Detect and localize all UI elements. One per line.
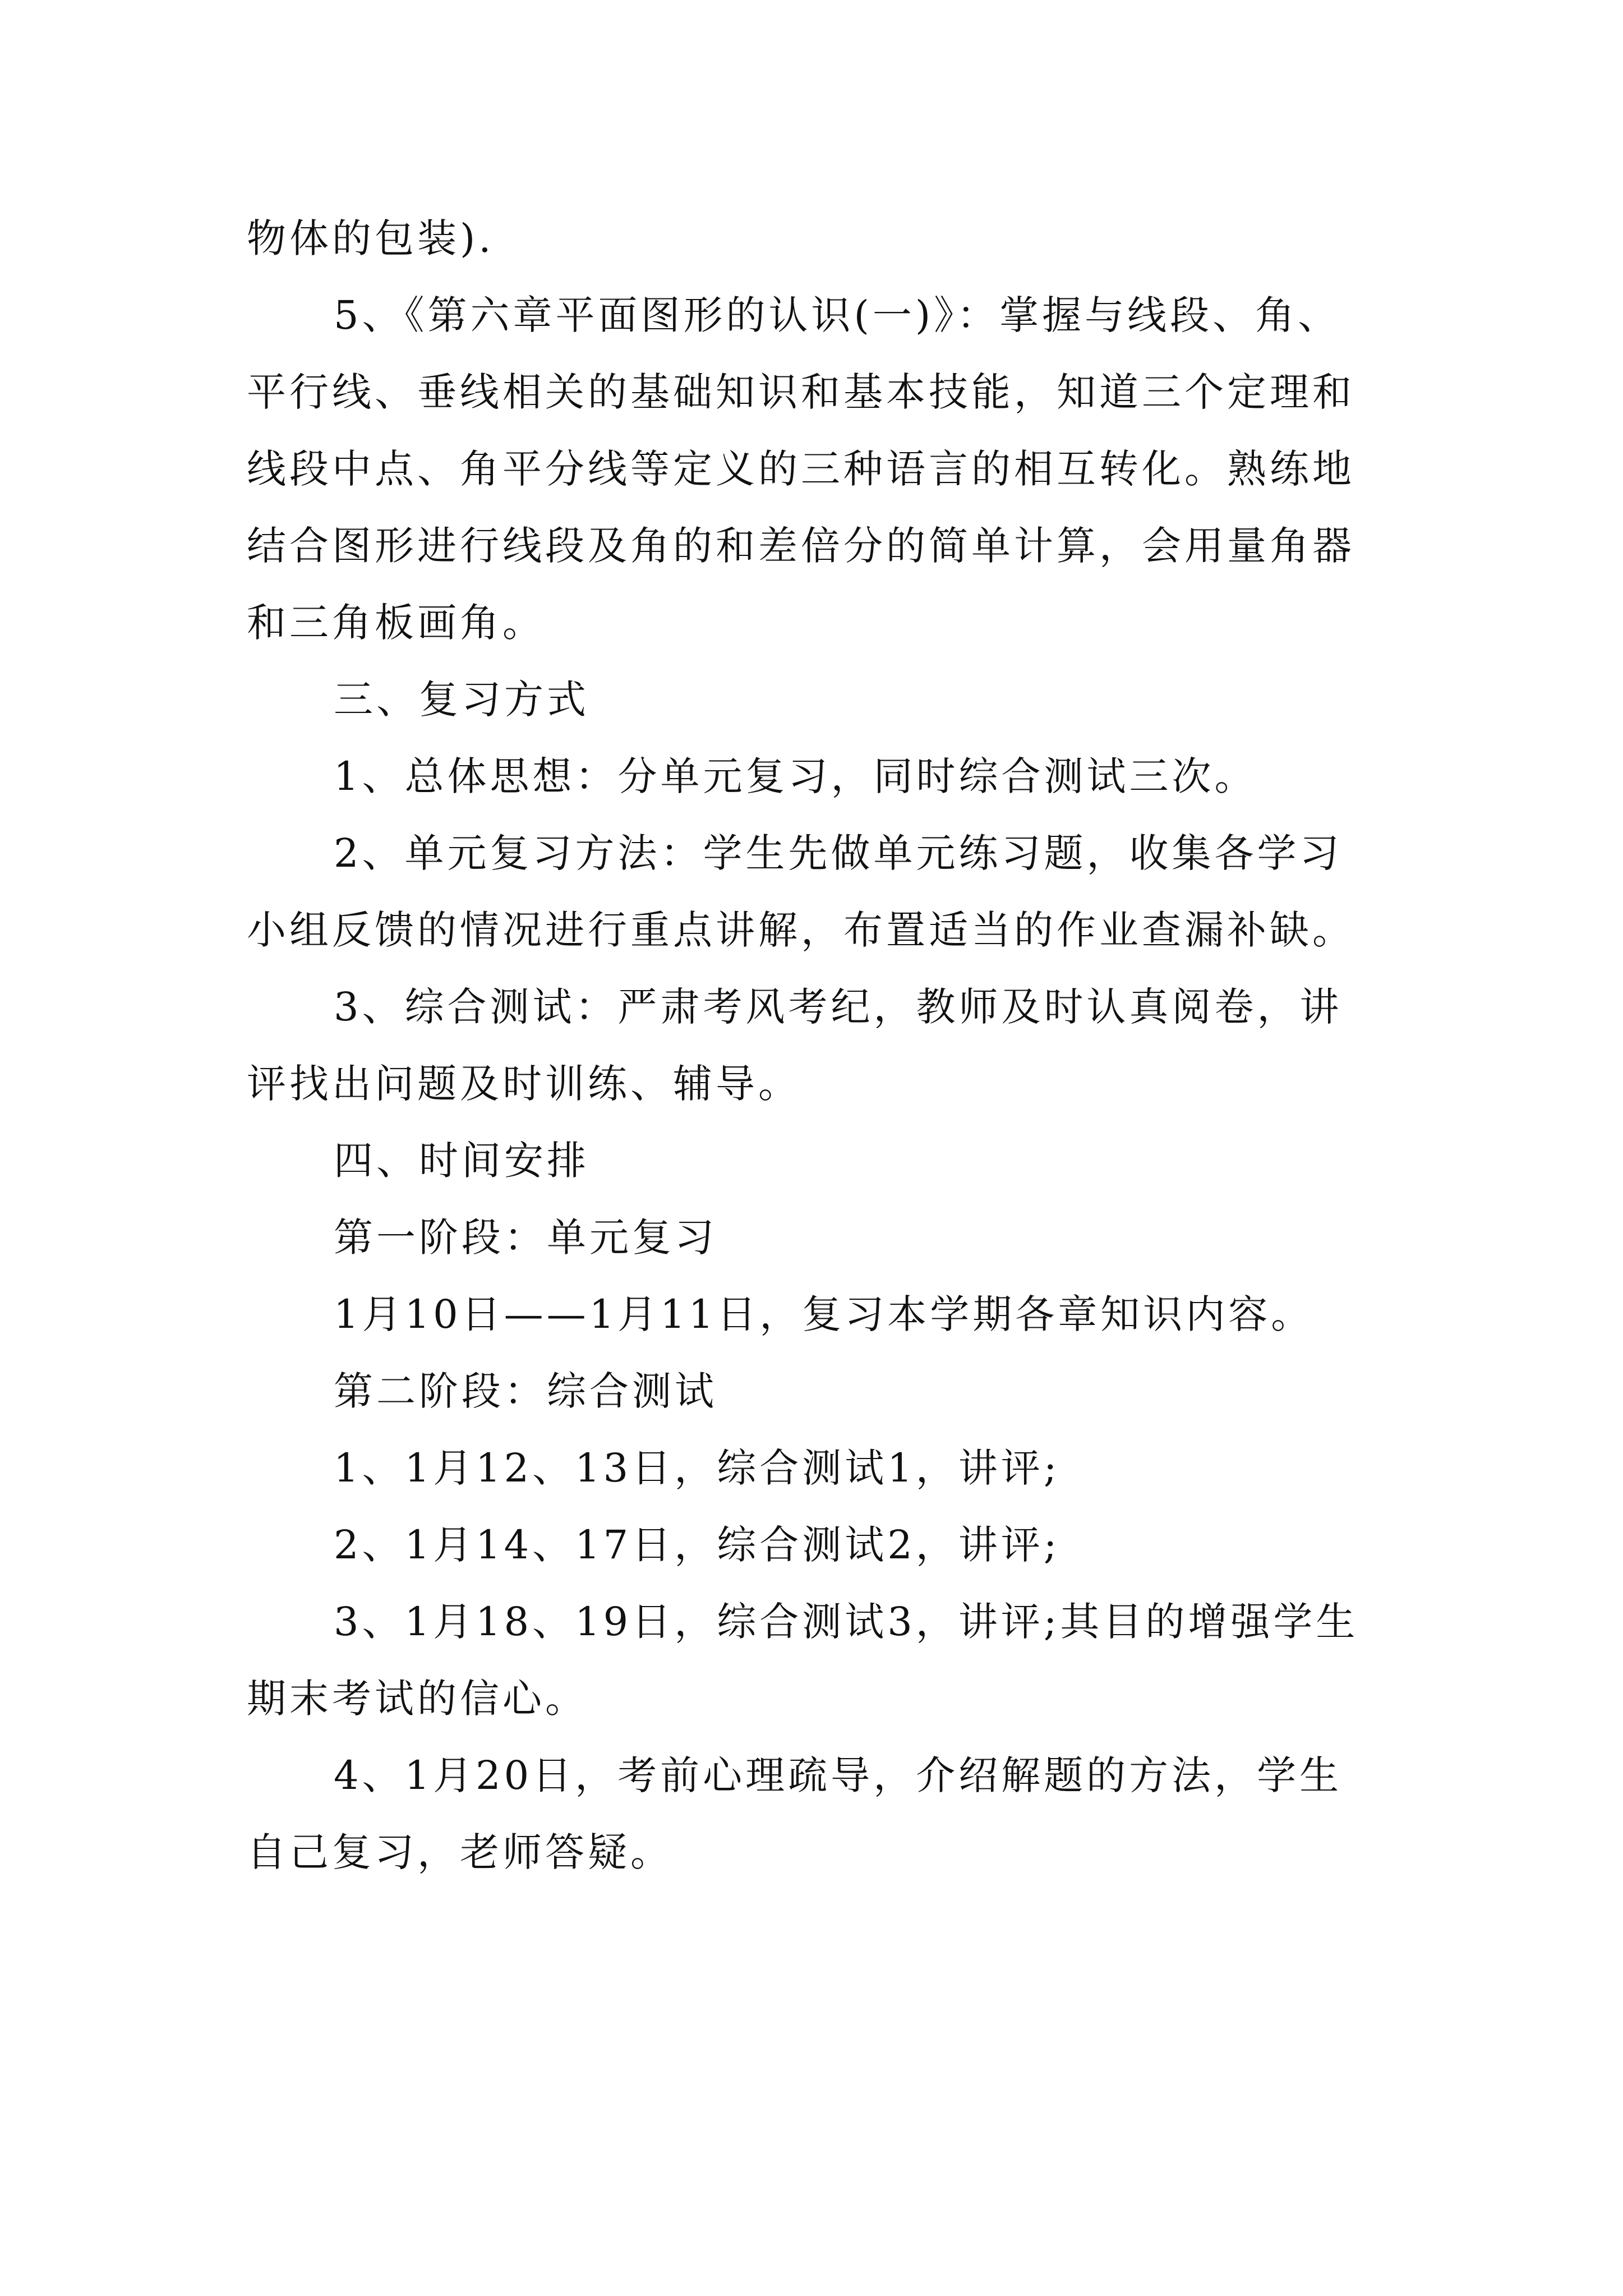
text-line: 5、《第六章平面图形的认识(一)》：掌握与线段、角、 bbox=[334, 292, 1341, 338]
text-line: 1月10日——1月11日，复习本学期各章知识内容。 bbox=[334, 1291, 1314, 1337]
text-line: 3、1月18、19日，综合测试3，讲评;其目的增强学生 bbox=[334, 1599, 1359, 1645]
section-heading: 四、时间安排 bbox=[334, 1138, 589, 1184]
text-line: 评找出问题及时训练、辅导。 bbox=[247, 1061, 801, 1107]
text-line: 4、1月20日，考前心理疏导，介绍解题的方法，学生 bbox=[334, 1752, 1343, 1798]
text-line: 自己复习，老师答疑。 bbox=[247, 1829, 673, 1875]
text-line: 第一阶段：单元复习 bbox=[334, 1214, 717, 1260]
text-line: 和三角板画角。 bbox=[247, 600, 545, 646]
section-heading: 三、复习方式 bbox=[334, 677, 589, 723]
text-line: 平行线、垂线相关的基础知识和基本技能，知道三个定理和 bbox=[247, 369, 1355, 415]
text-line: 物体的包装). bbox=[247, 215, 495, 261]
text-line: 2、单元复习方法：学生先做单元练习题，收集各学习 bbox=[334, 830, 1343, 876]
text-line: 2、1月14、17日，综合测试2，讲评; bbox=[334, 1522, 1061, 1568]
text-line: 第二阶段：综合测试 bbox=[334, 1368, 717, 1414]
text-line: 3、综合测试：严肃考风考纪，教师及时认真阅卷，讲 bbox=[334, 984, 1343, 1030]
text-line: 1、总体思想：分单元复习，同时综合测试三次。 bbox=[334, 753, 1257, 799]
text-line: 期末考试的信心。 bbox=[247, 1676, 588, 1722]
text-line: 线段中点、角平分线等定义的三种语言的相互转化。熟练地 bbox=[247, 446, 1355, 492]
text-line: 小组反馈的情况进行重点讲解，布置适当的作业查漏补缺。 bbox=[247, 907, 1355, 953]
text-line: 结合图形进行线段及角的和差倍分的简单计算，会用量角器 bbox=[247, 523, 1355, 569]
text-line: 1、1月12、13日，综合测试1，讲评; bbox=[334, 1445, 1061, 1491]
